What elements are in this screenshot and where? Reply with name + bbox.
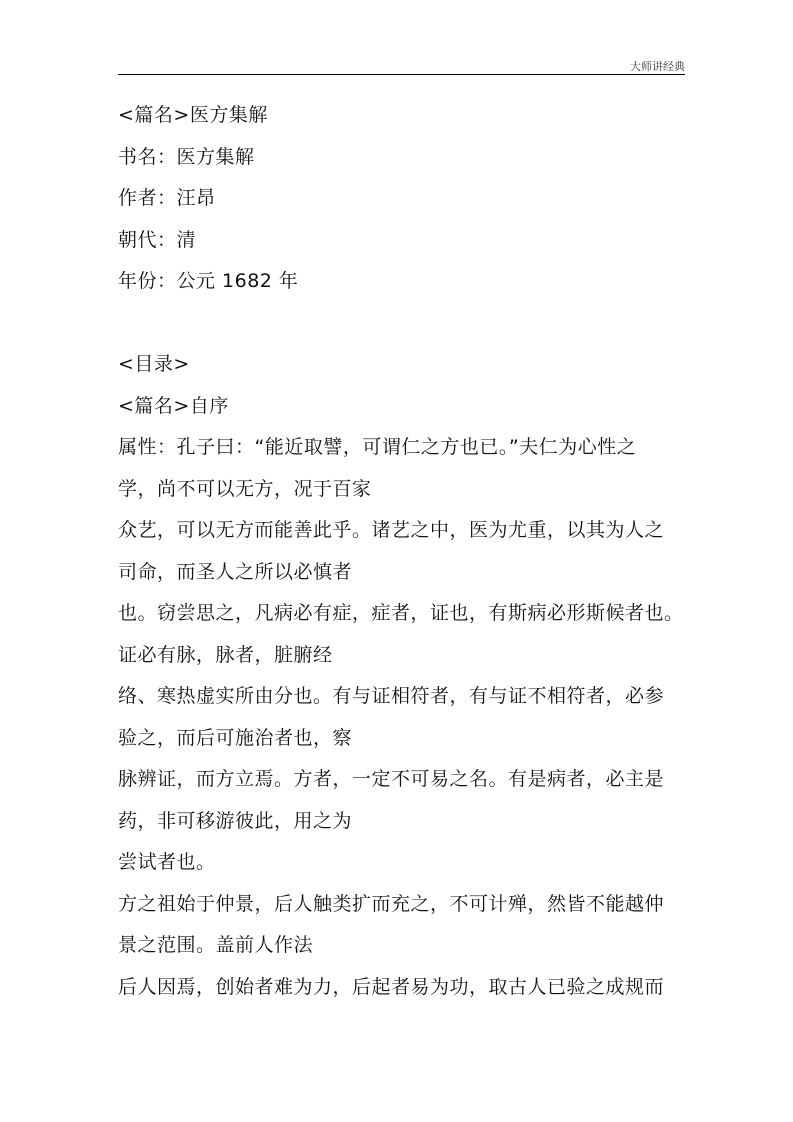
content-line: 脉辨证，而方立焉。方者，一定不可易之名。有是病者，必主是	[118, 768, 665, 790]
blank-line	[118, 303, 688, 345]
content-line: 尝试者也。	[118, 851, 216, 873]
content-line: 验之，而后可施治者也，察	[118, 726, 353, 749]
content-line: 司命，而圣人之所以必慎者	[118, 560, 353, 583]
content-line: 证必有脉，脉者，脏腑经	[118, 643, 333, 666]
meta-line: 年份：公元 1682 年	[118, 270, 299, 292]
meta-line: <篇名>医方集解	[118, 104, 268, 126]
meta-line: 作者：汪昂	[118, 187, 216, 209]
content-line: 景之范围。盖前人作法	[118, 934, 314, 956]
meta-line: 书名：医方集解	[118, 145, 255, 168]
content-line: 学，尚不可以无方，况于百家	[118, 477, 372, 500]
page-header: 大师讲经典	[630, 60, 685, 73]
meta-line: 朝代：清	[118, 228, 197, 251]
content-line: 方之祖始于仲景，后人触类扩而充之，不可计殚，然皆不能越仲	[118, 892, 665, 915]
content-line: 后人因焉，创始者难为力，后起者易为功，取古人已验之成规而	[118, 975, 665, 998]
content-line: 众艺，可以无方而能善此乎。诸艺之中，医为尤重，以其为人之	[118, 519, 665, 541]
content-line: 属性：孔子曰：“能近取譬，可谓仁之方也已。”夫仁为心性之	[118, 436, 637, 458]
content-line: 药，非可移游彼此，用之为	[118, 809, 353, 832]
content-line: 络、寒热虚实所由分也。有与证相符者，有与证不相符者，必参	[118, 685, 665, 707]
document-body	[118, 95, 688, 1008]
content-line: <目录>	[118, 353, 190, 375]
header-rule	[118, 74, 685, 75]
content-line: 也。窃尝思之，凡病必有症，症者，证也，有斯病必形斯候者也。	[118, 602, 684, 624]
content-line: <篇名>自序	[118, 394, 229, 417]
